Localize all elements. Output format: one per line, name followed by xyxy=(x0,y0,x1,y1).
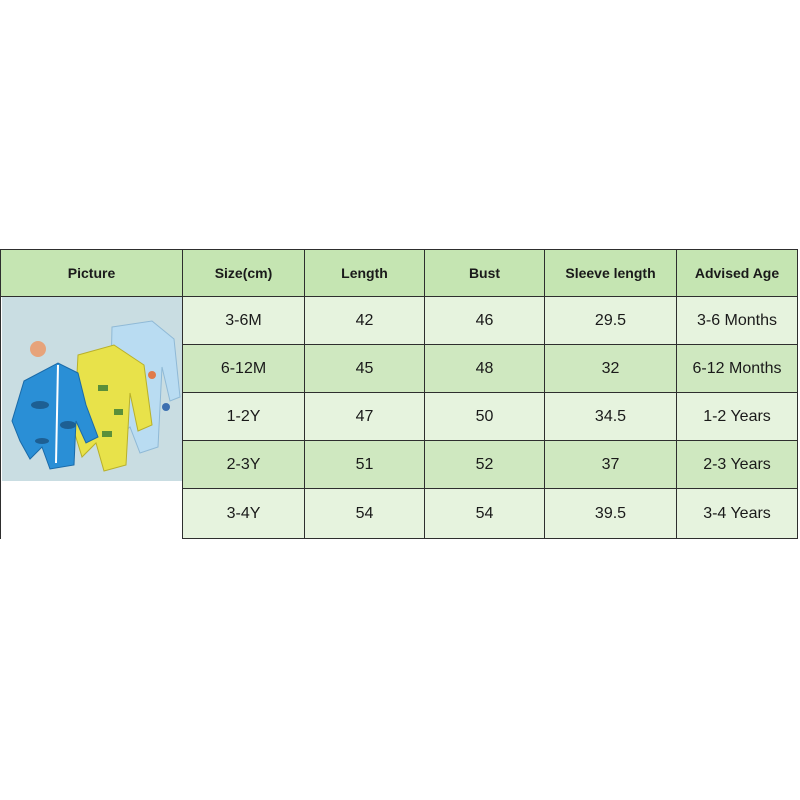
sleeve-cell: 34.5 xyxy=(544,392,677,441)
table-row xyxy=(0,296,800,345)
length-cell: 54 xyxy=(304,488,425,539)
sleeve-cell: 39.5 xyxy=(544,488,677,539)
age-cell: 3-4 Years xyxy=(676,488,798,539)
size-cell: 3-4Y xyxy=(182,488,305,539)
size-cell: 2-3Y xyxy=(182,440,305,489)
bust-cell: 54 xyxy=(424,488,545,539)
length-cell: 45 xyxy=(304,344,425,393)
age-cell: 1-2 Years xyxy=(676,392,798,441)
header-bust: Bust xyxy=(424,249,545,297)
bust-cell: 50 xyxy=(424,392,545,441)
bust-cell: 48 xyxy=(424,344,545,393)
size-chart-table xyxy=(0,249,800,539)
table-row xyxy=(0,344,800,393)
sleeve-cell: 32 xyxy=(544,344,677,393)
sleeve-cell: 29.5 xyxy=(544,296,677,345)
bust-cell: 46 xyxy=(424,296,545,345)
header-picture: Picture xyxy=(0,249,183,297)
header-size: Size(cm) xyxy=(182,249,305,297)
header-sleeve-length: Sleeve length xyxy=(544,249,677,297)
size-cell: 6-12M xyxy=(182,344,305,393)
length-cell: 42 xyxy=(304,296,425,345)
age-cell: 3-6 Months xyxy=(676,296,798,345)
table-row xyxy=(0,440,800,489)
sleeve-cell: 37 xyxy=(544,440,677,489)
size-cell: 1-2Y xyxy=(182,392,305,441)
age-cell: 6-12 Months xyxy=(676,344,798,393)
header-advised-age: Advised Age xyxy=(676,249,798,297)
header-length: Length xyxy=(304,249,425,297)
age-cell: 2-3 Years xyxy=(676,440,798,489)
table-header-row xyxy=(0,249,800,297)
length-cell: 51 xyxy=(304,440,425,489)
size-cell: 3-6M xyxy=(182,296,305,345)
table-row xyxy=(0,488,800,539)
bust-cell: 52 xyxy=(424,440,545,489)
table-row xyxy=(0,392,800,441)
length-cell: 47 xyxy=(304,392,425,441)
